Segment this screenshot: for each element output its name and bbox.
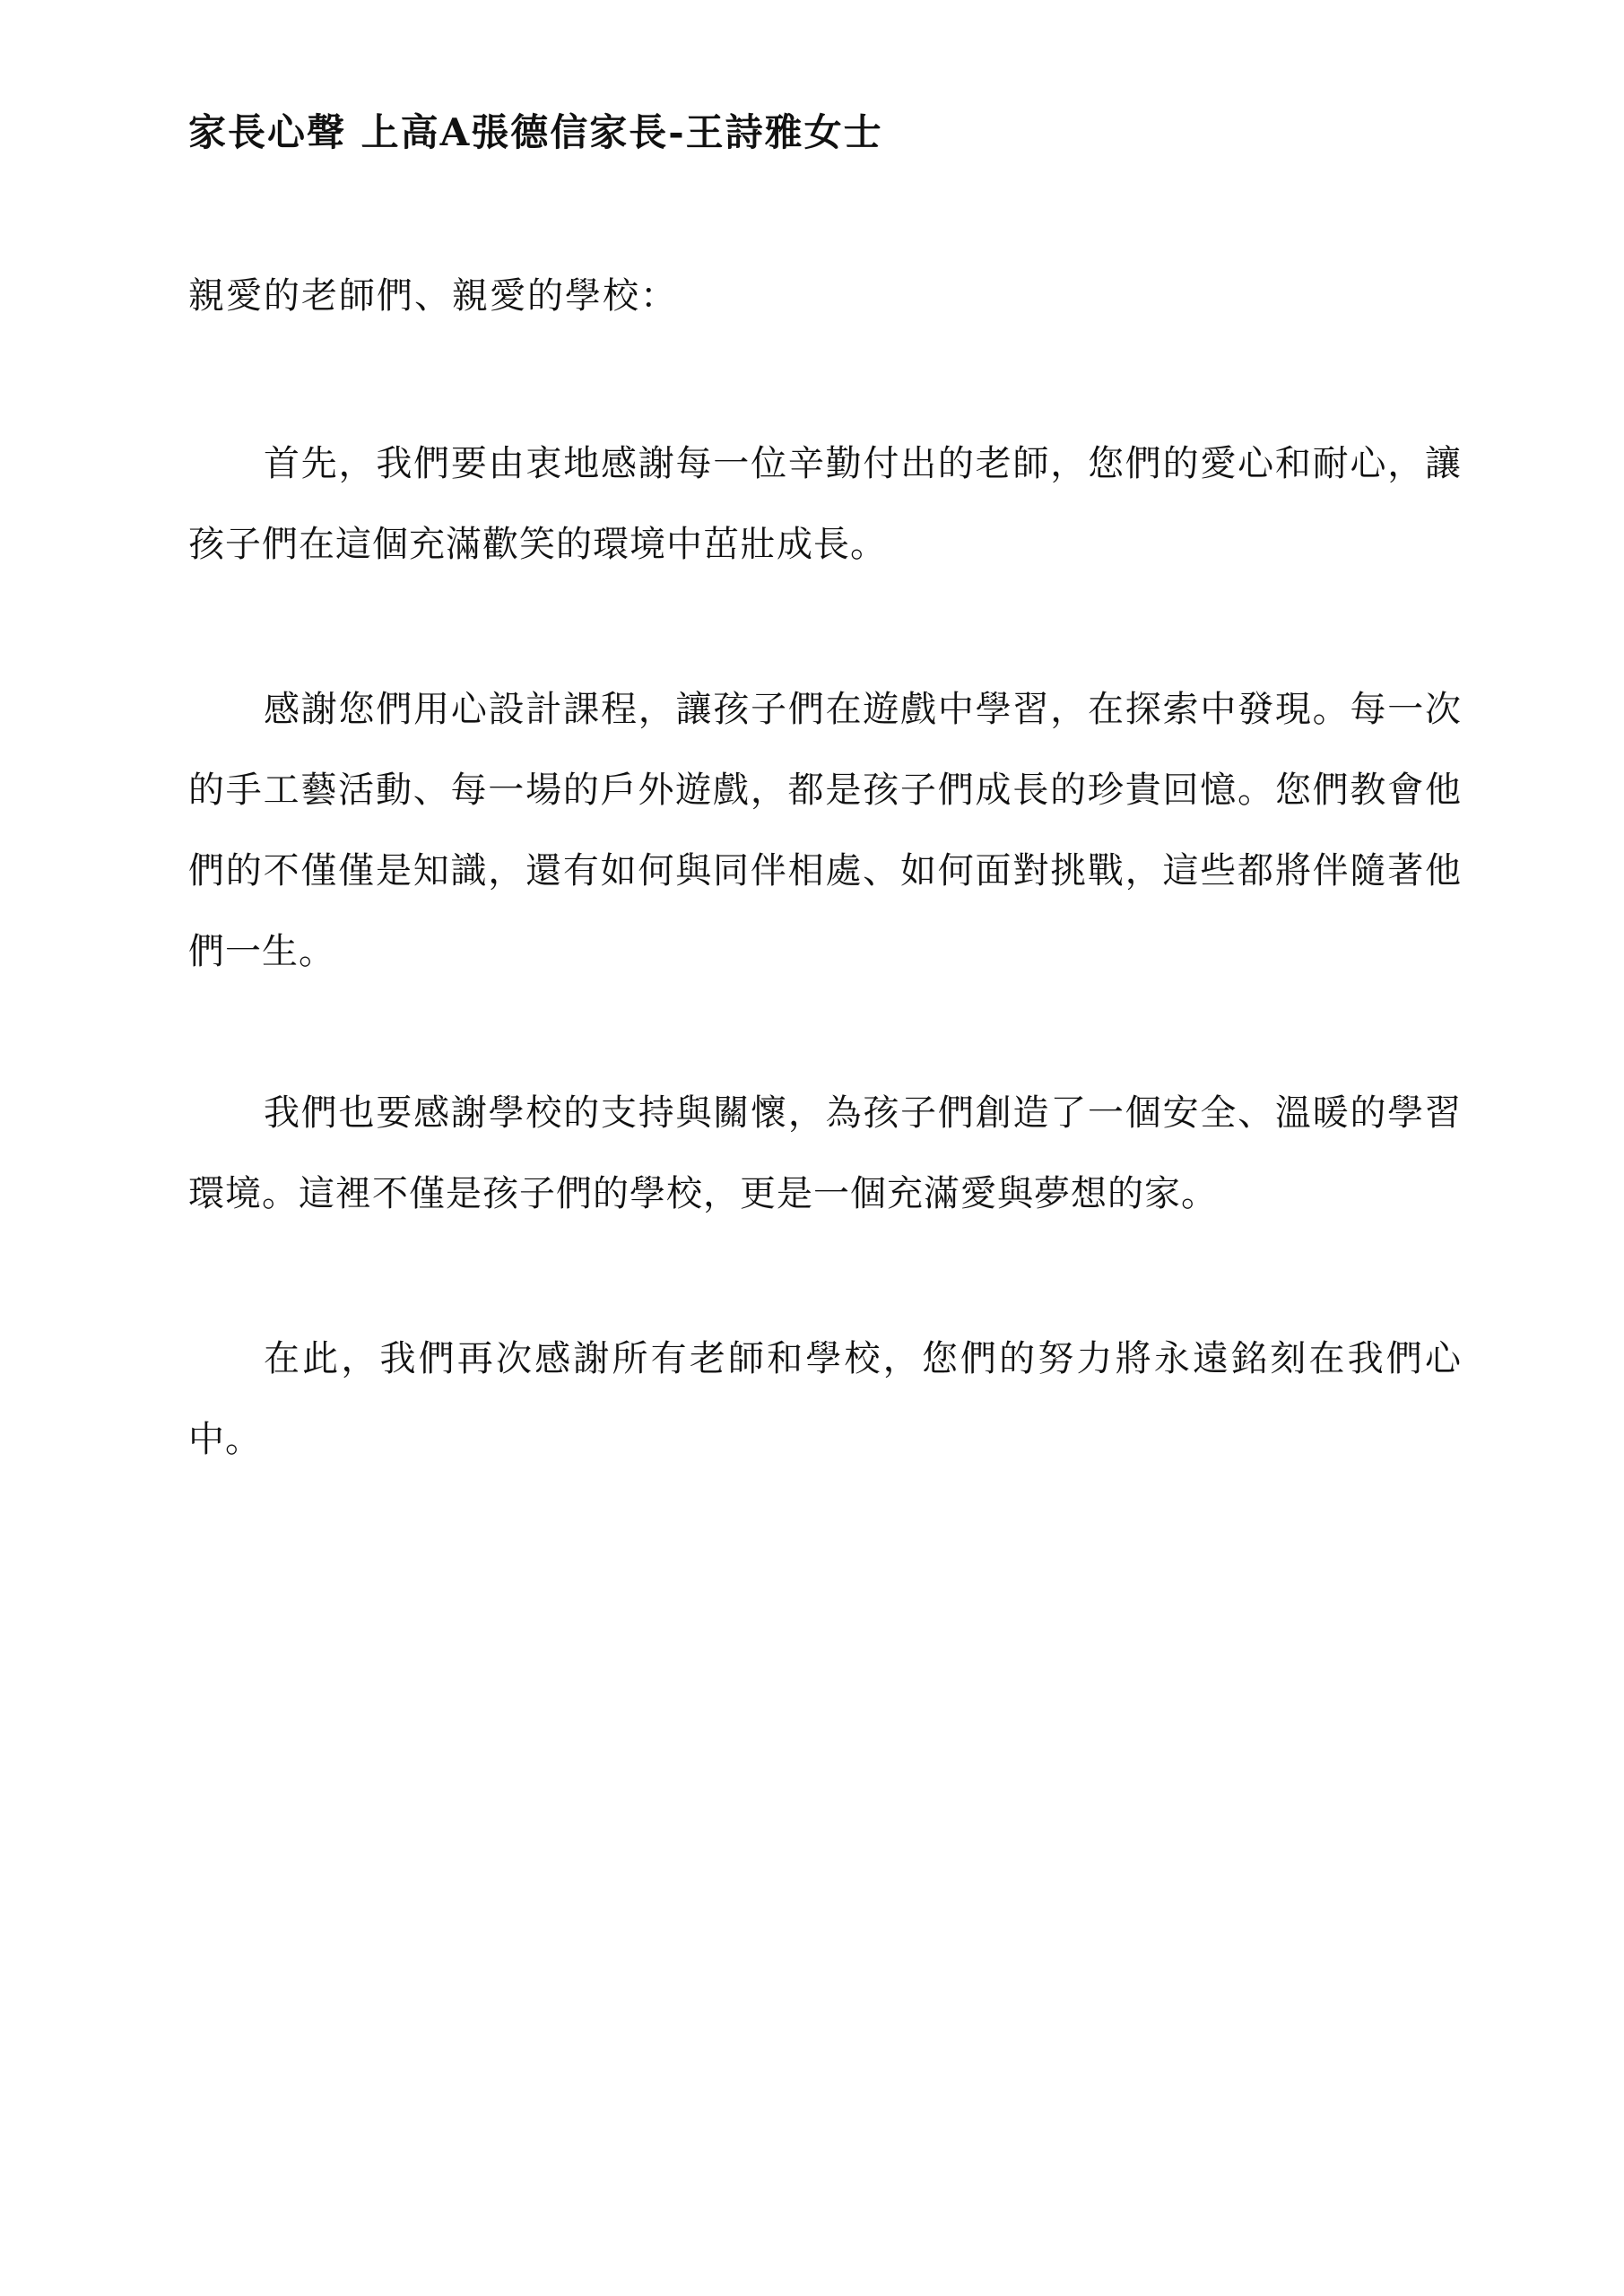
paragraph-3: 我們也要感謝學校的支持與關懷，為孩子們創造了一個安全、溫暖的學習環境。這裡不僅是孩子們的學校，更是一個充滿愛與夢想的家。 <box>188 1092 1462 1214</box>
paragraph-1: 首先，我們要由衷地感謝每一位辛勤付出的老師，您們的愛心和耐心，讓孩子們在這個充滿歡笑的環境中茁壯成長。 <box>188 443 1462 565</box>
paragraph-4: 在此，我們再次感謝所有老師和學校，您們的努力將永遠銘刻在我們心中。 <box>188 1338 1462 1460</box>
salutation: 親愛的老師們、親愛的學校： <box>188 275 678 317</box>
paragraph-2: 感謝您們用心設計課程，讓孩子們在遊戲中學習，在探索中發現。每一次的手工藝活動、每一場的戶外遊戲，都是孩子們成長的珍貴回憶。您們教會他們的不僅僅是知識，還有如何與同伴相處、如何面對挑戰，這些都將伴隨著他們一生。 <box>188 689 1462 972</box>
page-title: 家長心聲 上高A張德信家長-王詩雅女士 <box>188 110 883 154</box>
